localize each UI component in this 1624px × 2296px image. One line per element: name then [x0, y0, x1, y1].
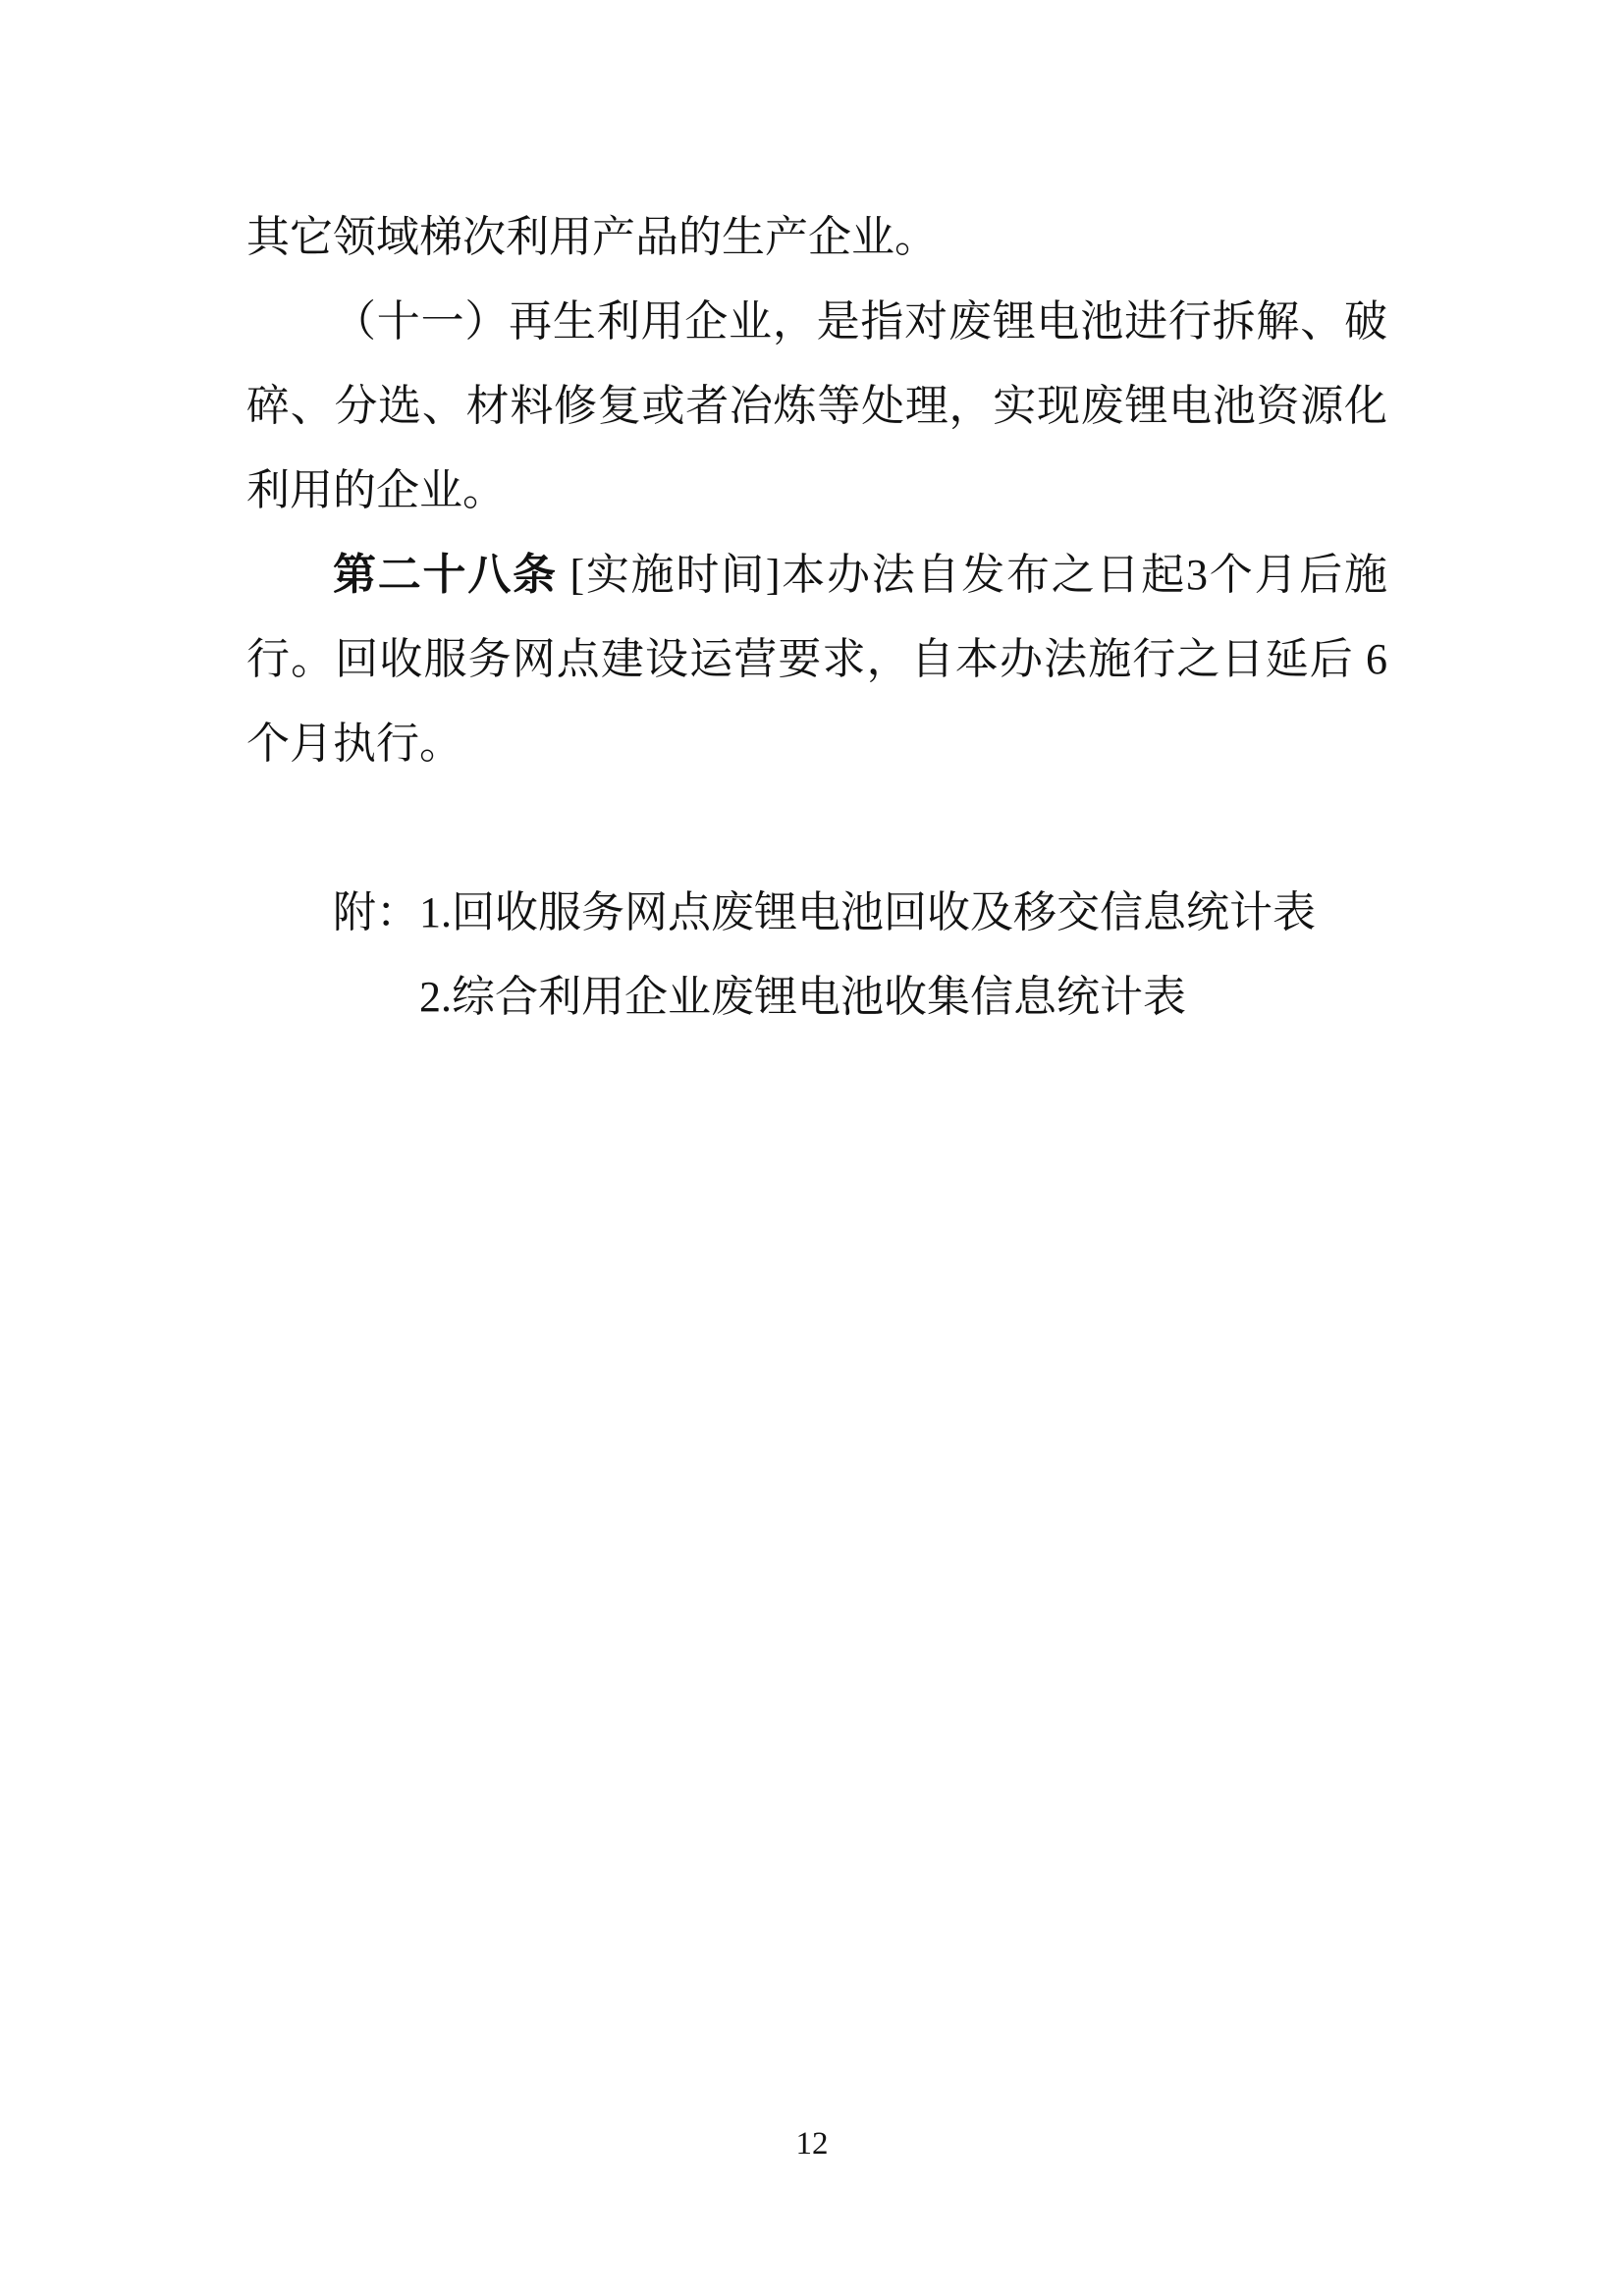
text-block — [246, 195, 1387, 1040]
document-line: 个月执行。 — [246, 720, 462, 768]
article-number: 第二十八条 — [333, 551, 558, 599]
document-line: 行。回收服务网点建设运营要求，自本办法施行之日延后 6 — [246, 635, 1387, 683]
article-body-text: [实施时间]本办法自发布之日起3个月后施 — [557, 551, 1388, 599]
document-line: 其它领域梯次利用产品的生产企业。 — [246, 213, 938, 261]
document-line: 利用的企业。 — [246, 466, 506, 514]
document-line — [246, 533, 1387, 617]
attachment-line: 附：1.回收服务网点废锂电池回收及移交信息统计表 — [333, 888, 1316, 936]
document-line: （十一）再生利用企业，是指对废锂电池进行拆解、破 — [333, 297, 1387, 346]
blank-line — [246, 786, 1387, 871]
page-number: 12 — [795, 2126, 829, 2162]
document-line: 碎、分选、材料修复或者冶炼等处理，实现废锂电池资源化 — [246, 382, 1387, 430]
attachment-line: 2.综合利用企业废锂电池收集信息统计表 — [419, 973, 1186, 1021]
